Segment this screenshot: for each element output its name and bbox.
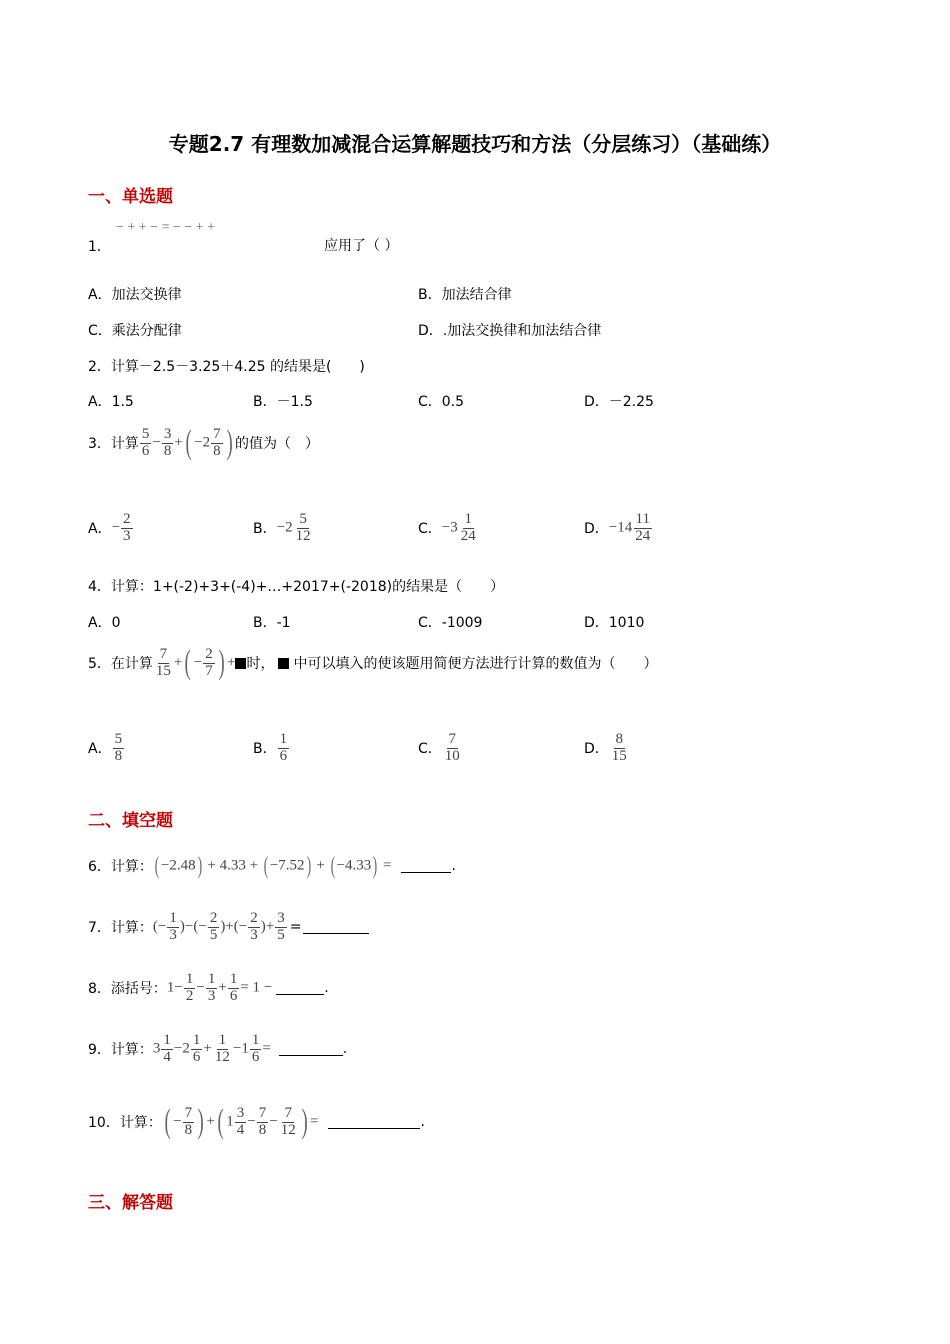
- q8-answer-blank[interactable]: [276, 982, 324, 995]
- q4-option-b[interactable]: B．-1: [253, 615, 291, 631]
- q4-text: 4．计算：1+(-2)+3+(-4)+…+2017+(-2018)的结果是（ ）: [88, 579, 505, 595]
- q2-option-d[interactable]: D．－2.25: [584, 394, 654, 410]
- q3-option-d[interactable]: D． −14 $\frac{11}{24}$: [584, 511, 651, 544]
- q5-option-d[interactable]: D． $\frac{8}{15}$: [584, 731, 627, 764]
- q2-option-a[interactable]: A．1.5: [88, 394, 134, 410]
- q3-option-c[interactable]: C． −3 $\frac{1}{24}$: [418, 511, 476, 544]
- q2-text: 2．计算－2.5－3.25＋4.25 的结果是( ): [88, 359, 365, 375]
- q4-option-d[interactable]: D．1010: [584, 615, 645, 631]
- black-square-icon: [278, 658, 289, 669]
- q4-option-a[interactable]: A．0: [88, 615, 121, 631]
- black-square-icon: [235, 658, 246, 669]
- q7-line: 7．计算： (− $\frac{1}{3}$ )−(− $\frac{2}{5}$ )+(− $\frac{2}{3}$ )+ $\frac{3}{5}$ =: [88, 904, 369, 950]
- q1-option-b[interactable]: B．加法结合律: [418, 287, 512, 303]
- q1-option-a[interactable]: A．加法交换律: [88, 287, 182, 303]
- q5-formula: $\frac{7}{15}$ +( − $\frac{2}{7}$ ) +: [153, 646, 247, 680]
- q5-stem: 5．在计算 $\frac{7}{15}$ +( − $\frac{2}{7}$ ) + 时， 中可以填入的使该题用简便方法进行计算的数值为（ ）: [88, 644, 658, 681]
- q1-text: 应用了（ ）: [324, 238, 399, 254]
- q3-option-a[interactable]: A． − $\frac{2}{3}$: [88, 511, 131, 544]
- page-title: 专题2.7 有理数加减混合运算解题技巧和方法（分层练习）（基础练）: [168, 132, 782, 156]
- q5-option-a[interactable]: A． $\frac{5}{8}$: [88, 731, 123, 764]
- q10-line: 10．计算： ( − $\frac{7}{8}$ ) +( 1 $\frac{3}{4}$ − $\frac{7}{8}$ − $\frac{7}{12}$ ) = .: [88, 1103, 425, 1140]
- q5-number: 5．在计算: [88, 656, 153, 672]
- q5-option-b[interactable]: B． $\frac{1}{6}$: [253, 731, 288, 764]
- q5-option-c[interactable]: C． $\frac{7}{10}$: [418, 731, 460, 764]
- q6-answer-blank[interactable]: [401, 860, 451, 873]
- q7-answer-blank[interactable]: [303, 921, 369, 934]
- q2-option-c[interactable]: C．0.5: [418, 394, 465, 410]
- q2-option-b[interactable]: B．－1.5: [253, 394, 313, 410]
- q1-option-c[interactable]: C．乘法分配律: [88, 323, 182, 339]
- q10-answer-blank[interactable]: [328, 1116, 420, 1129]
- q1-expression: − + + − = − − + +: [116, 220, 216, 235]
- q3-text: 的值为（ ）: [234, 436, 319, 452]
- section-heading-single-choice: 一、单选题: [88, 187, 173, 207]
- q3-number: 3．计算: [88, 436, 139, 452]
- q3-option-b[interactable]: B． −2 $\frac{5}{12}$: [253, 511, 311, 544]
- q1-number: 1．: [88, 239, 111, 255]
- q3-formula: $\frac{5}{6}$ − $\frac{3}{8}$ +( −2 $\frac{7}{8}$ ): [141, 424, 233, 461]
- q6-line: 6．计算： ( −2.48) + 4.33 + ( −7.52) + ( −4.33) = .: [88, 853, 456, 879]
- q3-stem: [88, 426, 319, 460]
- section-heading-fill-in: 二、填空题: [88, 811, 173, 831]
- q4-option-c[interactable]: C．-1009: [418, 615, 483, 631]
- q8-line: 8．添括号： 1− $\frac{1}{2}$ − $\frac{1}{3}$ + $\frac{1}{6}$ = 1 − .: [88, 970, 329, 1004]
- section-heading-answer: 三、解答题: [88, 1193, 173, 1213]
- q1-option-d[interactable]: D．.加法交换律和加法结合律: [418, 323, 602, 339]
- q9-answer-blank[interactable]: [279, 1043, 343, 1056]
- q9-line: 9．计算： 3 $\frac{1}{4}$ −2 $\frac{1}{6}$ + $\frac{1}{12}$ −1 $\frac{1}{6}$ = .: [88, 1031, 348, 1065]
